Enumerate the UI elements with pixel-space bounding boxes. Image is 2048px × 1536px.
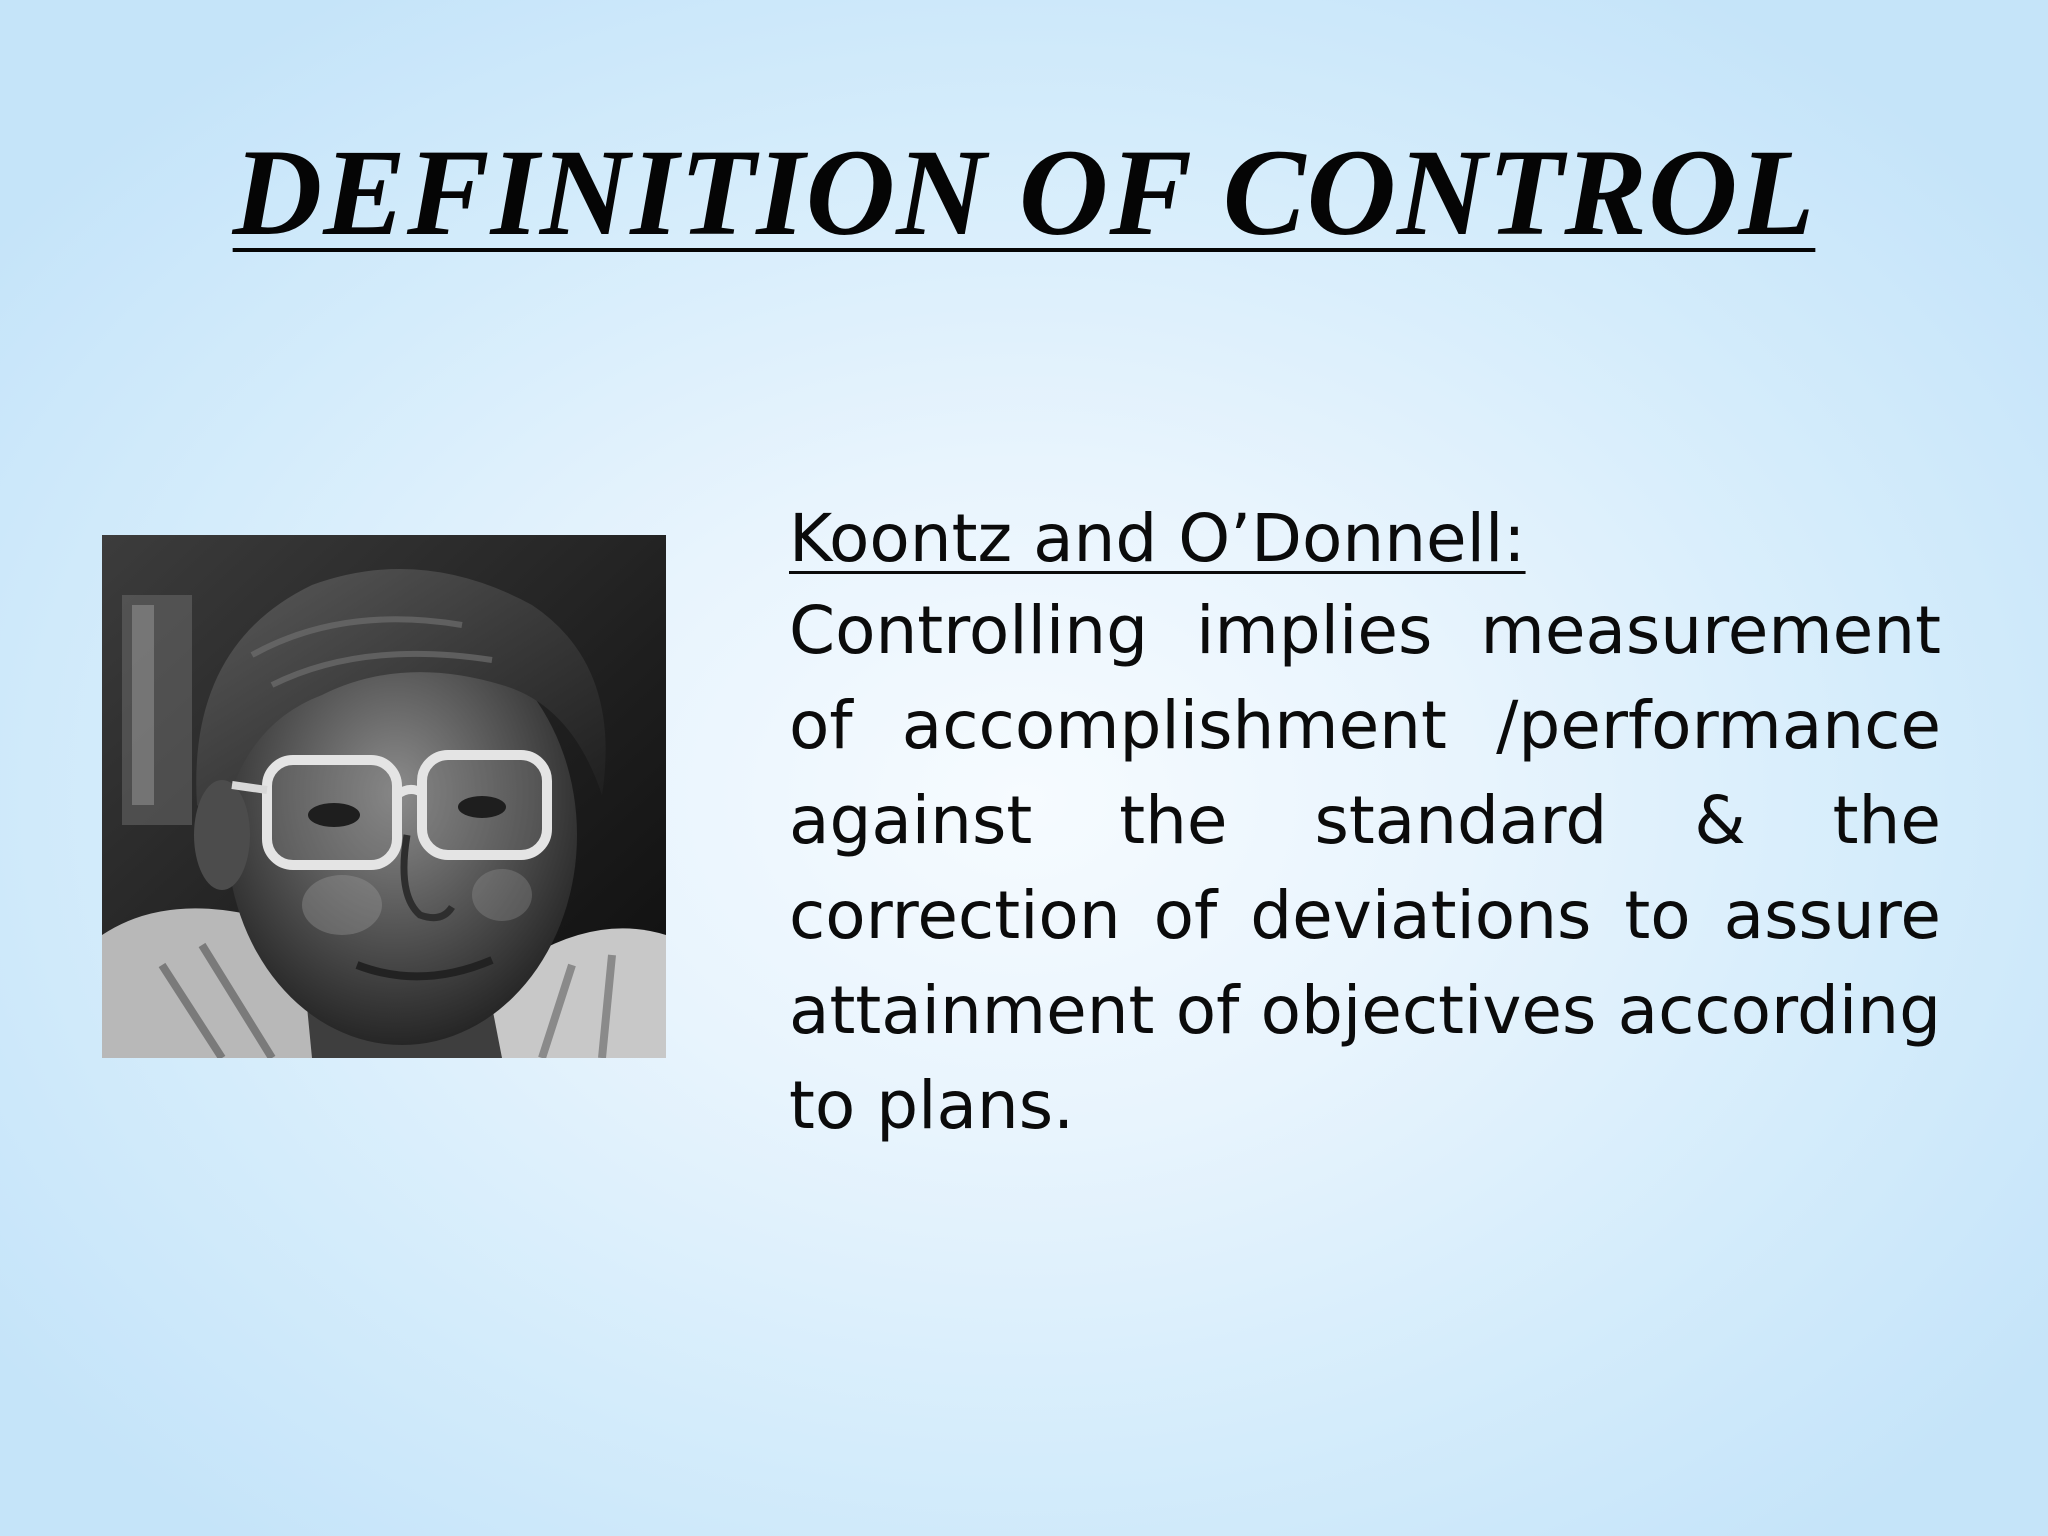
author-heading: Koontz and O’Donnell: (789, 500, 1526, 577)
definition-text: Controlling implies measurement of accomplishment /performance against the standard & the correction of deviations to assure attainment of objectives according to plans. (789, 592, 1941, 1144)
portrait-photo-icon (102, 535, 666, 1058)
slide-title: DEFINITION OF CONTROL (232, 124, 1816, 261)
definition-block (789, 495, 1941, 1153)
